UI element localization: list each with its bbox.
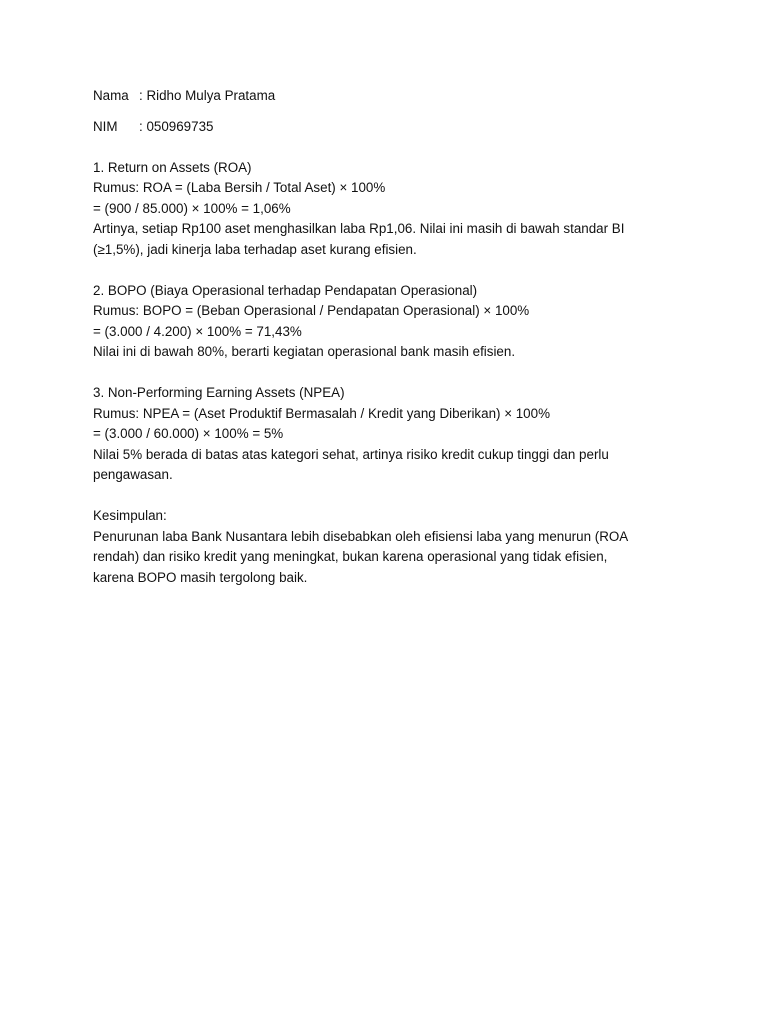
roa-explanation-line-2: (≥1,5%), jadi kinerja laba terhadap aset kurang efisien. xyxy=(93,241,417,257)
document-body xyxy=(93,86,693,588)
bopo-section xyxy=(93,281,693,363)
roa-heading: 1. Return on Assets (ROA) xyxy=(93,159,252,175)
conclusion-line-1: Penurunan laba Bank Nusantara lebih disebabkan oleh efisiensi laba yang menurun (ROA xyxy=(93,528,629,544)
npea-formula: Rumus: NPEA = (Aset Produktif Bermasalah / Kredit yang Diberikan) × 100% xyxy=(93,405,550,421)
npea-explanation-line-1: Nilai 5% berada di batas atas kategori sehat, artinya risiko kredit cukup tinggi dan perlu xyxy=(93,446,609,462)
conclusion-line-2: rendah) dan risiko kredit yang meningkat, bukan karena operasional yang tidak efisien, xyxy=(93,549,608,564)
bopo-formula: Rumus: BOPO = (Beban Operasional / Pendapatan Operasional) × 100% xyxy=(93,303,530,318)
bopo-heading: 2. BOPO (Biaya Operasional terhadap Pendapatan Operasional) xyxy=(93,282,478,298)
conclusion-section xyxy=(93,506,693,588)
npea-section xyxy=(93,383,693,486)
nim-row xyxy=(93,117,693,138)
nim-value: : 050969735 xyxy=(139,118,214,134)
roa-formula: Rumus: ROA = (Laba Bersih / Total Aset) × 100% xyxy=(93,180,386,195)
conclusion-heading: Kesimpulan: xyxy=(93,508,167,523)
npea-heading: 3. Non-Performing Earning Assets (NPEA) xyxy=(93,385,345,400)
bopo-explanation-line-1: Nilai ini di bawah 80%, berarti kegiatan operasional bank masih efisien. xyxy=(93,344,516,359)
name-row xyxy=(93,86,693,107)
npea-calculation: = (3.000 / 60.000) × 100% = 5% xyxy=(93,426,284,441)
npea-explanation-line-2: pengawasan. xyxy=(93,467,173,482)
name-value: : Ridho Mulya Pratama xyxy=(139,88,276,103)
nim-label: NIM xyxy=(93,118,118,134)
roa-explanation-line-1: Artinya, setiap Rp100 aset menghasilkan laba Rp1,06. Nilai ini masih di bawah standar BI xyxy=(93,221,625,236)
conclusion-line-3: karena BOPO masih tergolong baik. xyxy=(93,569,308,585)
name-label: Nama xyxy=(93,88,129,103)
roa-section xyxy=(93,158,693,261)
roa-calculation: = (900 / 85.000) × 100% = 1,06% xyxy=(93,200,291,216)
bopo-calculation: = (3.000 / 4.200) × 100% = 71,43% xyxy=(93,323,302,339)
